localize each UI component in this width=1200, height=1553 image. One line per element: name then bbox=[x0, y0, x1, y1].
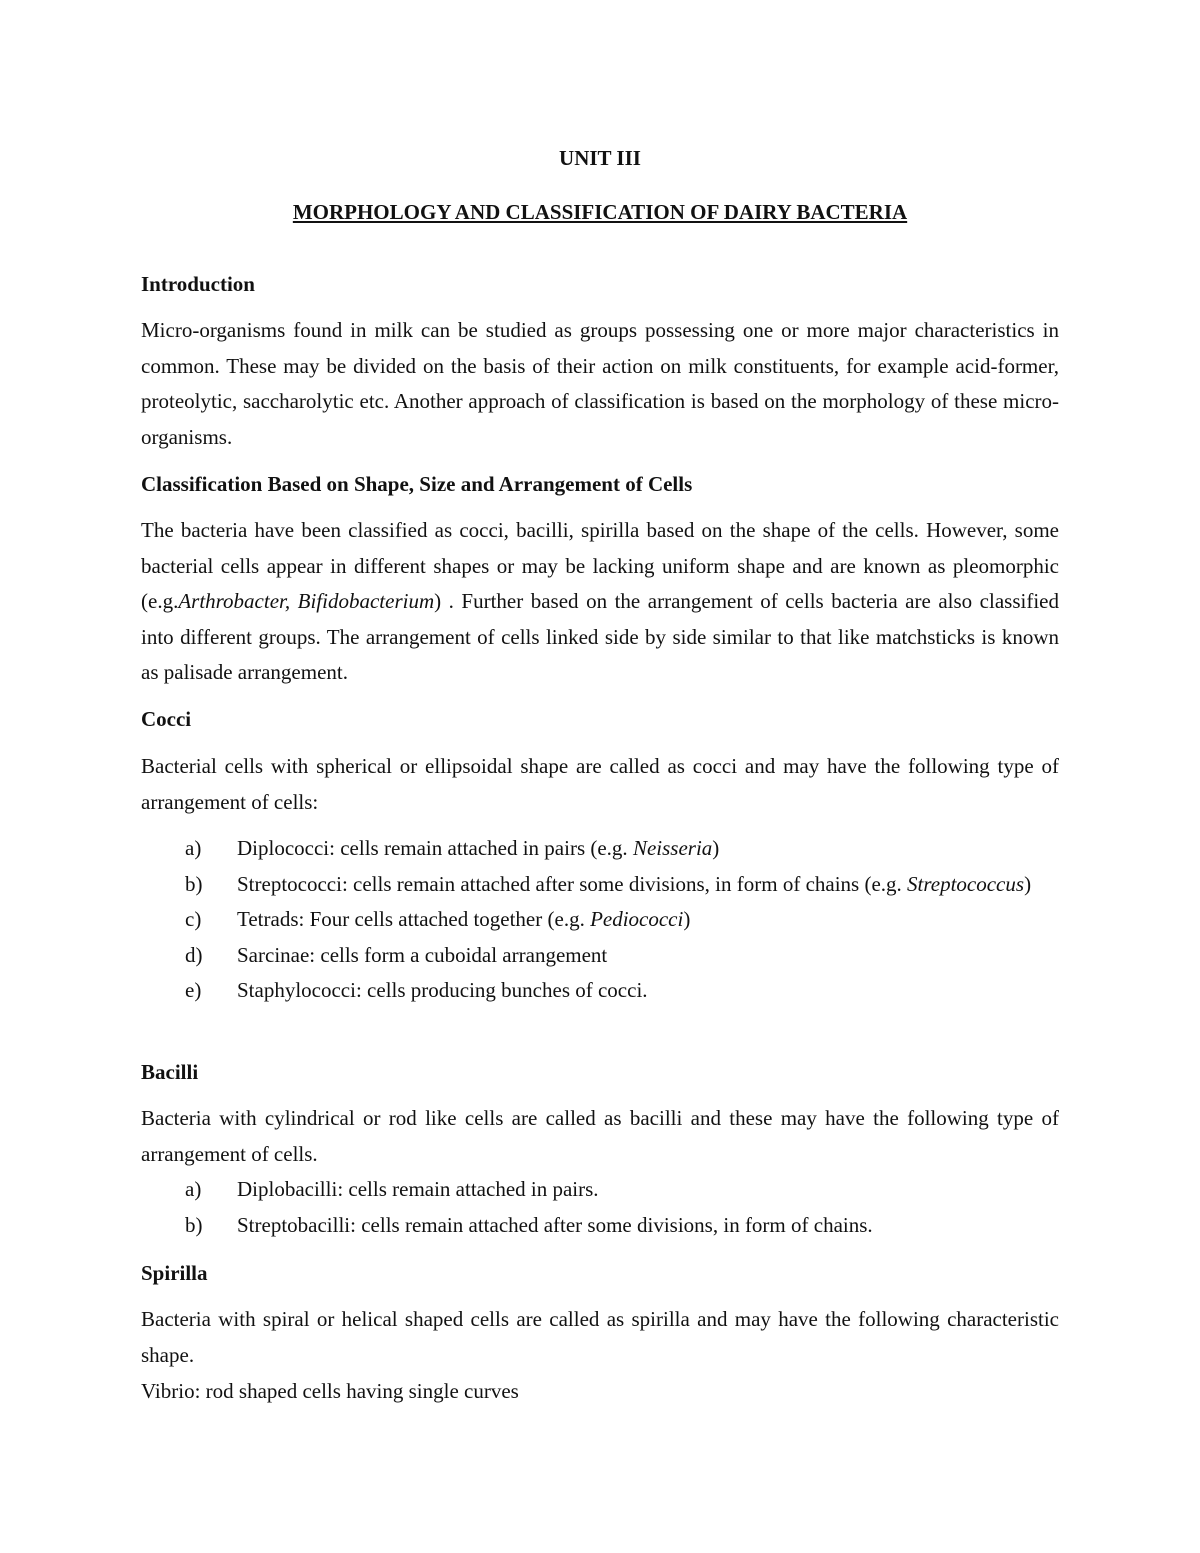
unit-label: UNIT III bbox=[559, 146, 641, 170]
list-marker: a) bbox=[185, 1177, 202, 1201]
list-item-close: ) bbox=[1024, 871, 1032, 896]
list-marker: c) bbox=[185, 907, 202, 931]
classification-text-a: The bacteria have been classified as cocci, bacilli, spirilla based on the shape of the cells. However, some bacterial cells appear in different shapes or may be lacking uniform shape and are known as pleomorphic (e.g. bbox=[141, 518, 1059, 613]
list-item-text: Staphylococci: cells producing bunches of cocci. bbox=[237, 978, 648, 1002]
list-marker: a) bbox=[185, 836, 202, 860]
list-item bbox=[185, 938, 1059, 974]
vibrio-line: Vibrio: rod shaped cells having single curves bbox=[141, 1379, 519, 1403]
classification-genus-examples: Arthrobacter, Bifidobacterium bbox=[178, 589, 435, 613]
bacilli-heading: Bacilli bbox=[141, 1060, 199, 1084]
list-item-text: Tetrads: Four cells attached together (e.g. bbox=[237, 907, 591, 931]
classification-heading: Classification Based on Shape, Size and Arrangement of Cells bbox=[141, 472, 693, 496]
bacilli-paragraph: Bacteria with cylindrical or rod like cells are called as bacilli and these may have the following type of arrangement of cells. bbox=[141, 1106, 1059, 1166]
list-item-genus: Pediococci bbox=[590, 907, 684, 931]
classification-text-b: ) . Further based on the arrangement of cells bacteria are also classified into different groups. The arrangement of cells linked side by side similar to that like matchsticks is known as palisade arrangement. bbox=[141, 589, 1059, 684]
classification-paragraph bbox=[141, 513, 1059, 691]
list-item-text: Diplococci: cells remain attached in pairs (e.g. bbox=[237, 836, 633, 860]
list-item-text: Streptobacilli: cells remain attached after some divisions, in form of chains. bbox=[237, 1212, 873, 1237]
introduction-paragraph: Micro-organisms found in milk can be studied as groups possessing one or more major characteristics in common. These may be divided on the basis of their action on milk constituents, for example acid-former, proteolytic, saccharolytic etc. Another approach of classification is based on the morphology of these micro-organisms. bbox=[141, 318, 1059, 449]
list-item bbox=[185, 973, 1059, 1009]
list-item bbox=[185, 867, 1059, 903]
introduction-heading: Introduction bbox=[141, 272, 255, 296]
list-item-close: ) bbox=[712, 836, 720, 860]
spirilla-paragraph: Bacteria with spiral or helical shaped cells are called as spirilla and may have the following characteristic shape. bbox=[141, 1307, 1059, 1367]
list-item-genus: Neisseria bbox=[632, 836, 713, 860]
list-item-text: Diplobacilli: cells remain attached in pairs. bbox=[237, 1177, 599, 1201]
list-item bbox=[185, 831, 1059, 867]
cocci-arrangement-list bbox=[185, 831, 1059, 1009]
list-item-text: Sarcinae: cells form a cuboidal arrangement bbox=[237, 942, 608, 967]
list-marker: b) bbox=[185, 871, 203, 896]
list-marker: e) bbox=[185, 978, 202, 1002]
spirilla-heading: Spirilla bbox=[141, 1261, 208, 1285]
list-item bbox=[185, 1172, 1059, 1208]
list-marker: d) bbox=[185, 942, 203, 967]
list-item-close: ) bbox=[683, 907, 691, 931]
cocci-heading: Cocci bbox=[141, 707, 192, 731]
list-item bbox=[185, 1208, 1059, 1244]
list-marker: b) bbox=[185, 1212, 203, 1237]
list-item-genus: Streptococcus bbox=[907, 871, 1025, 896]
list-item bbox=[185, 902, 1059, 938]
cocci-paragraph: Bacterial cells with spherical or ellipsoidal shape are called as cocci and may have the following type of arrangement of cells: bbox=[141, 754, 1059, 814]
bacilli-arrangement-list bbox=[185, 1172, 1059, 1243]
document-title: MORPHOLOGY AND CLASSIFICATION OF DAIRY BACTERIA bbox=[292, 200, 908, 224]
list-item-text: Streptococci: cells remain attached after some divisions, in form of chains (e.g. bbox=[237, 871, 908, 896]
